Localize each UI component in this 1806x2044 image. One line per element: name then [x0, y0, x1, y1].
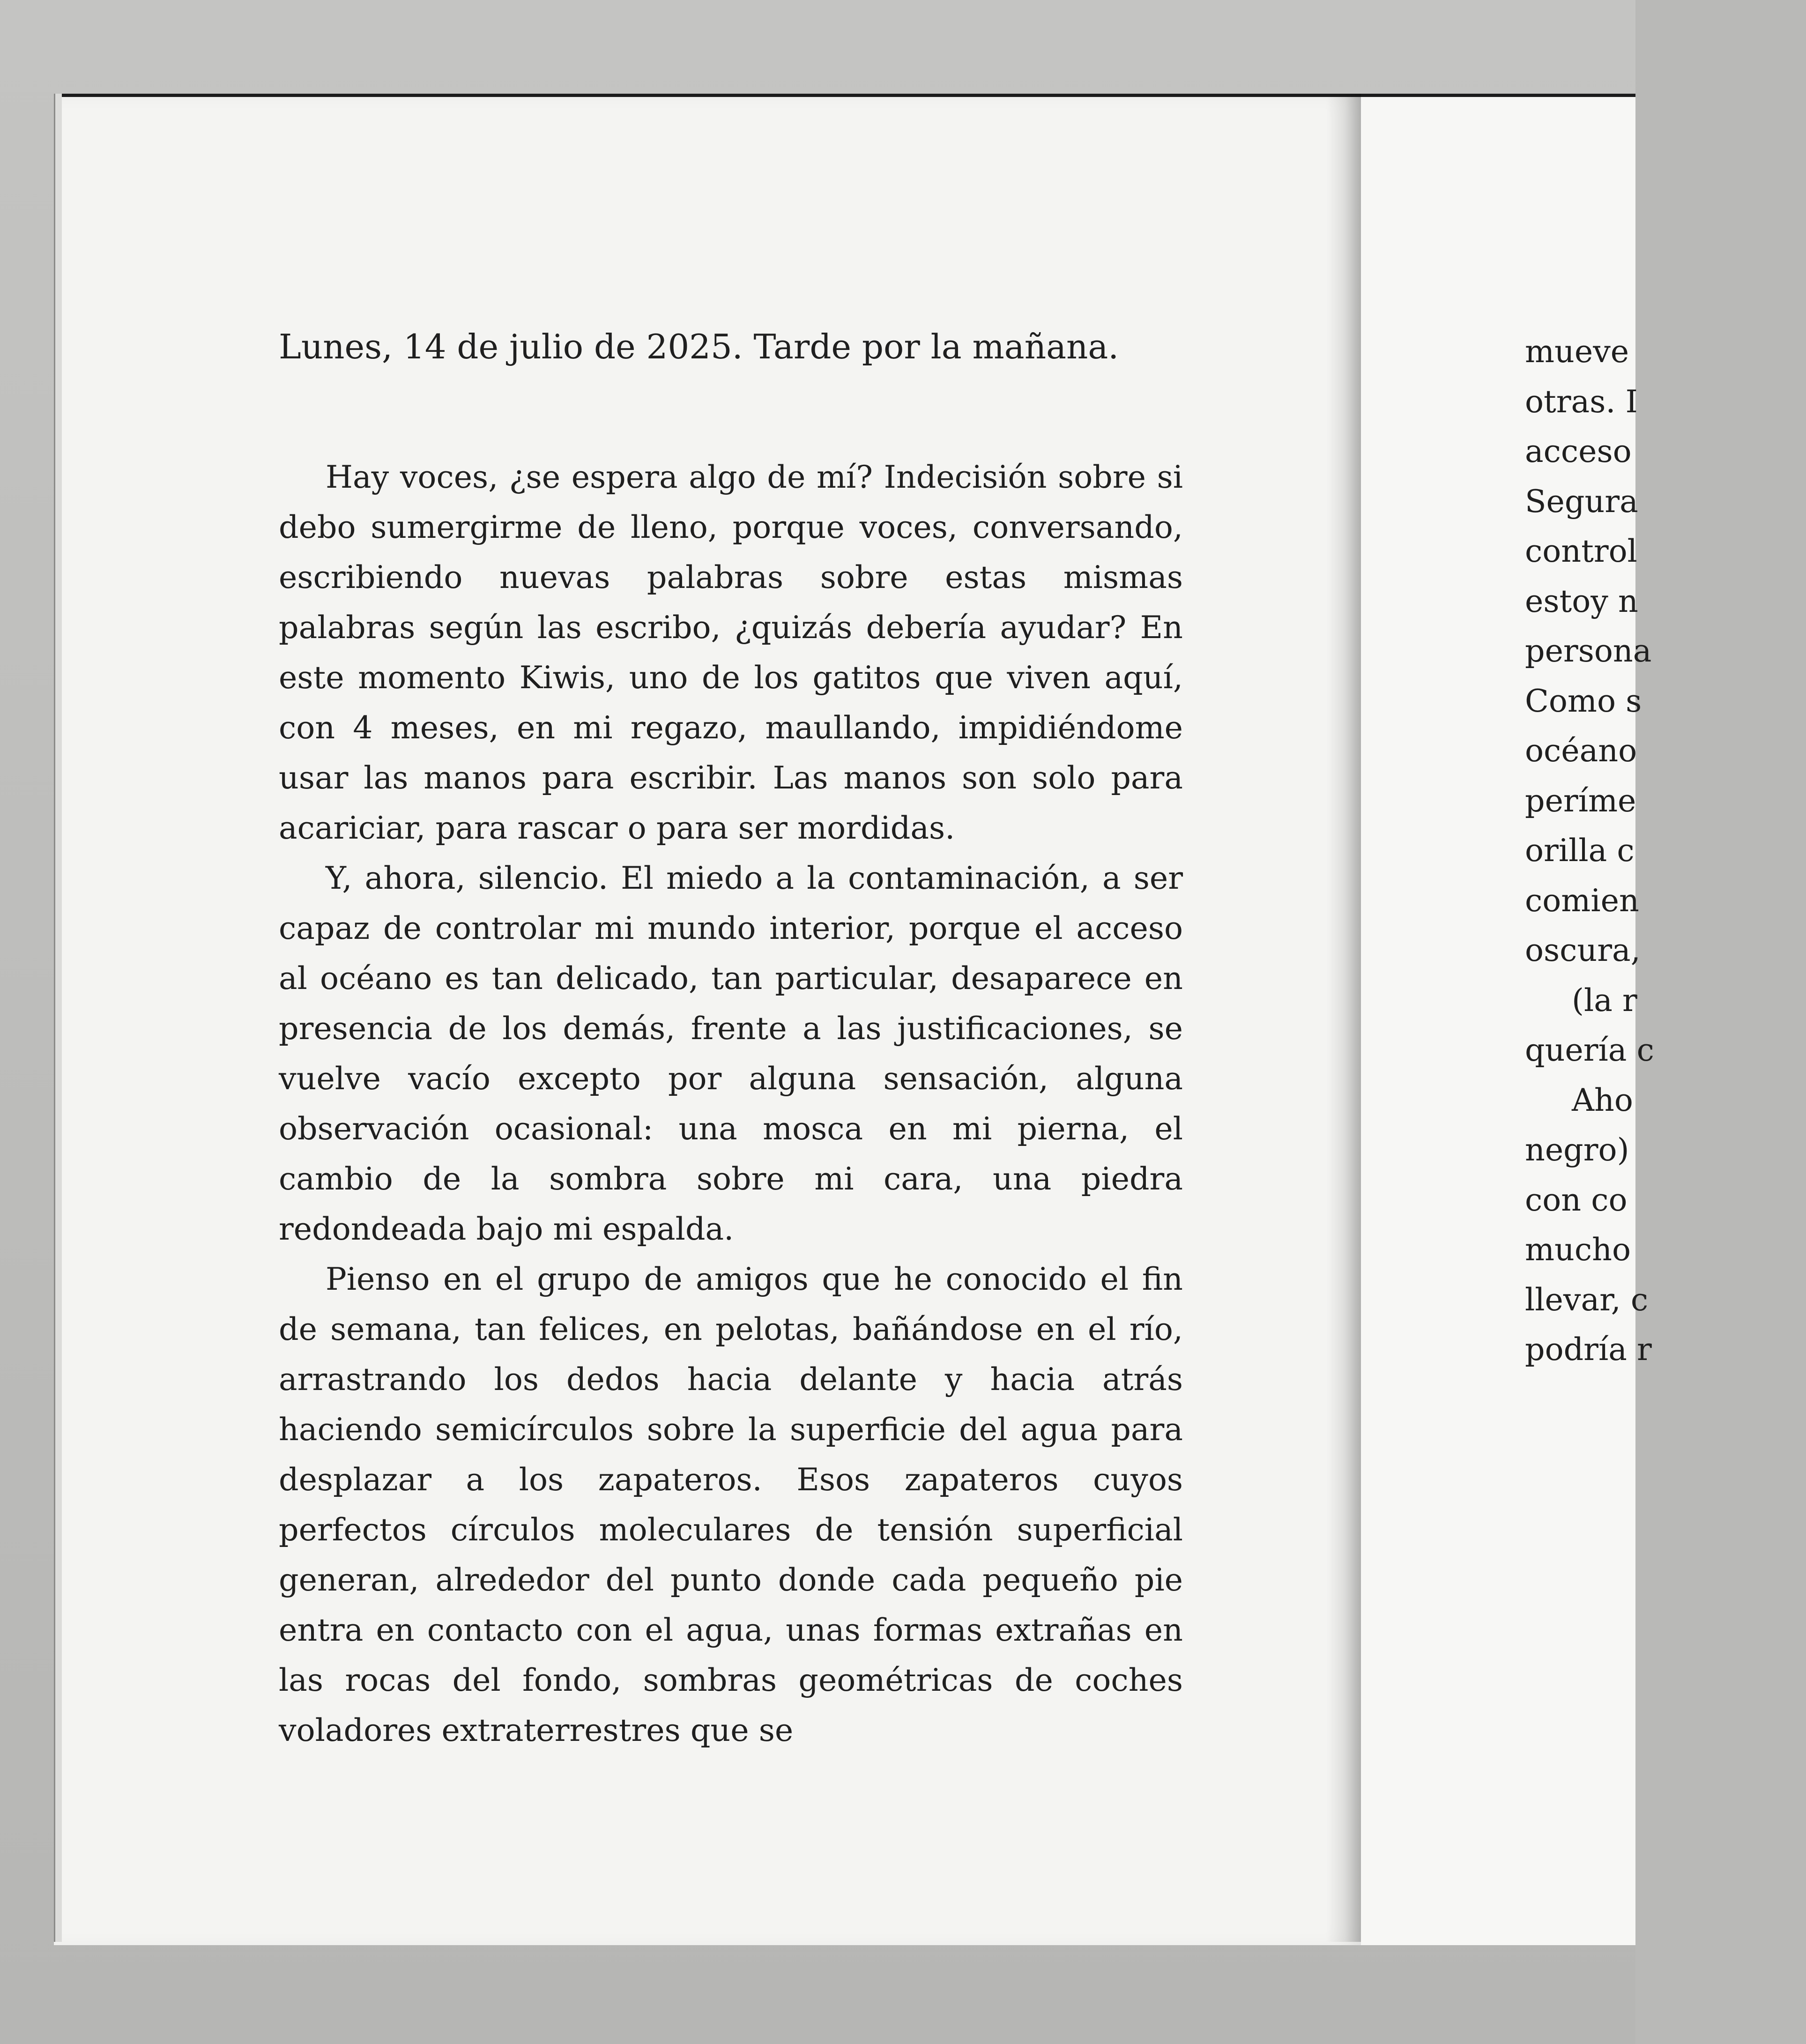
left-page-edge: [54, 94, 62, 1942]
paragraph: Y, ahora, silencio. El miedo a la contaminación, a ser capaz de controlar mi mundo interior, porque el acceso al océano es tan delicado, tan particular, desaparece en presencia de los demás, frente a las justificaciones, se vuelve vacío excepto por alguna sensación, alguna observación ocasional: una mosca en mi pierna, el cambio de la sombra sobre mi cara, una piedra redondeada bajo mi espalda.: [279, 860, 1183, 1247]
right-line: Como s: [1525, 682, 1642, 719]
right-line: Aho: [1572, 1081, 1633, 1118]
right-line: con co: [1525, 1181, 1628, 1218]
book-gutter: [1326, 94, 1361, 1942]
right-line: mucho: [1525, 1231, 1631, 1268]
entry-date-heading: Lunes, 14 de julio de 2025. Tarde por la mañana.: [279, 327, 1119, 366]
right-line: oscura,: [1525, 932, 1641, 968]
right-line: llevar, c: [1525, 1281, 1649, 1318]
right-line: orilla c: [1525, 832, 1635, 869]
right-page-text: [1525, 327, 1806, 1375]
left-page-body: [279, 452, 1183, 1755]
right-line: acceso: [1525, 433, 1632, 469]
right-line: mueve: [1525, 333, 1629, 370]
right-line: negro): [1525, 1131, 1629, 1168]
right-page: [1361, 94, 1654, 1945]
right-line: persona: [1525, 632, 1652, 669]
right-line: (la r: [1572, 981, 1637, 1018]
right-line: océano: [1525, 732, 1637, 769]
right-line: podría r: [1525, 1331, 1652, 1368]
paragraph: Hay voces, ¿se espera algo de mí? Indecisión sobre si debo sumergirme de lleno, porque voces, conversando, escribiendo nuevas palabras sobre estas mismas palabras según las escribo, ¿quizás debería ayudar? En este momento Kiwis, uno de los gatitos que viven aquí, con 4 meses, en mi regazo, maullando, impidiéndome usar las manos para escribir. Las manos son solo para acariciar, para rascar o para ser mordidas.: [279, 459, 1183, 846]
right-line: períme: [1525, 782, 1636, 819]
right-line: estoy n: [1525, 582, 1638, 619]
right-line: comien: [1525, 882, 1639, 919]
right-line: otras. I: [1525, 383, 1638, 420]
right-line: Segura: [1525, 483, 1638, 520]
right-line: control: [1525, 533, 1637, 569]
paragraph: Pienso en el grupo de amigos que he conocido el fin de semana, tan felices, en pelotas, bañándose en el río, arrastrando los dedos hacia delante y hacia atrás haciendo semicírculos sobre la superficie del agua para desplazar a los zapateros. Esos zapateros cuyos perfectos círculos moleculares de tensión superficial generan, alrededor del punto donde cada pequeño pie entra en contacto con el agua, unas formas extrañas en las rocas del fondo, sombras geométricas de coches voladores extraterrestres que se: [279, 1261, 1183, 1748]
right-line: quería c: [1525, 1032, 1654, 1068]
